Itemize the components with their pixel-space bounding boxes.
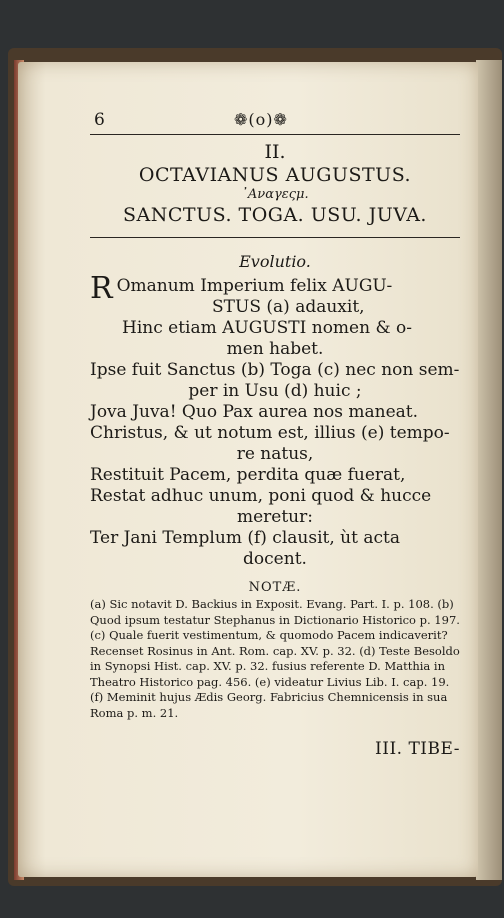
poem-line: Restituit Pacem, perdita quæ fuerat, — [90, 465, 406, 485]
poem-line: docent. — [243, 549, 307, 569]
page-edge-right — [476, 60, 502, 880]
section-title: OCTAVIANUS AUGUSTUS. — [138, 164, 412, 186]
poem-line: Restat adhuc unum, poni quod & hucce — [90, 486, 432, 506]
notes-text: (a) Sic notavit D. Backius in Exposit. Evang. Part. I. p. 108. (b) Quod ipsum testatur Stephanus in Dictionario Historico p. 197. (c) Quale fuerit vestimentum, & quomodo Pacem indicaverit? Recenset Rosinus in Ant. Rom. cap. XV. p. 32. (d) Teste Besoldo in Synopsi Hist. cap. XV. p. 32. fusius referente D. Matthia in Theatro Historico pag. 456. (e) videatur Livius Lib. I. cap. 19. (f) Meminit hujus Ædis Georg. Fabricius Chemnicensis in sua Roma p. m. 21. — [90, 597, 460, 720]
poem-line: Ipse fuit Sanctus (b) Toga (c) nec non sem- — [90, 360, 460, 380]
poem-line: Omanum Imperium felix AUGU- — [116, 276, 393, 296]
poem-line: Jova Juva! Quo Pax aurea nos maneat. — [90, 402, 419, 422]
poem-line: re natus, — [236, 444, 314, 464]
head-ornament: ❁(o)❁ — [234, 110, 288, 129]
poem-line: Hinc etiam AUGUSTI nomen & o- — [122, 318, 412, 338]
poem-line: men habet. — [226, 339, 324, 359]
poem — [90, 271, 460, 570]
drop-cap: R — [90, 271, 113, 306]
page-number: 6 — [94, 110, 105, 130]
evolutio-heading: Evolutio. — [239, 252, 311, 271]
poem-line: per in Usu (d) huic ; — [188, 381, 362, 401]
running-head — [90, 108, 460, 135]
catchword: III. TIBE- — [375, 739, 460, 759]
notes-heading: NOTÆ. — [248, 580, 302, 595]
section-number: II. — [264, 141, 286, 163]
section-subtitle: SANCTUS. TOGA. USU. JUVA. — [90, 203, 460, 238]
poem-line: STUS (a) adauxit, — [212, 297, 365, 317]
greek-anagram: ᾿Αναγεςμ. — [241, 187, 309, 202]
poem-line: meretur: — [236, 507, 313, 527]
poem-line: Christus, & ut notum est, illius (e) tempo- — [90, 423, 450, 443]
page-content — [90, 108, 460, 759]
poem-line: Ter Jani Templum (f) clausit, ùt acta — [90, 528, 400, 548]
